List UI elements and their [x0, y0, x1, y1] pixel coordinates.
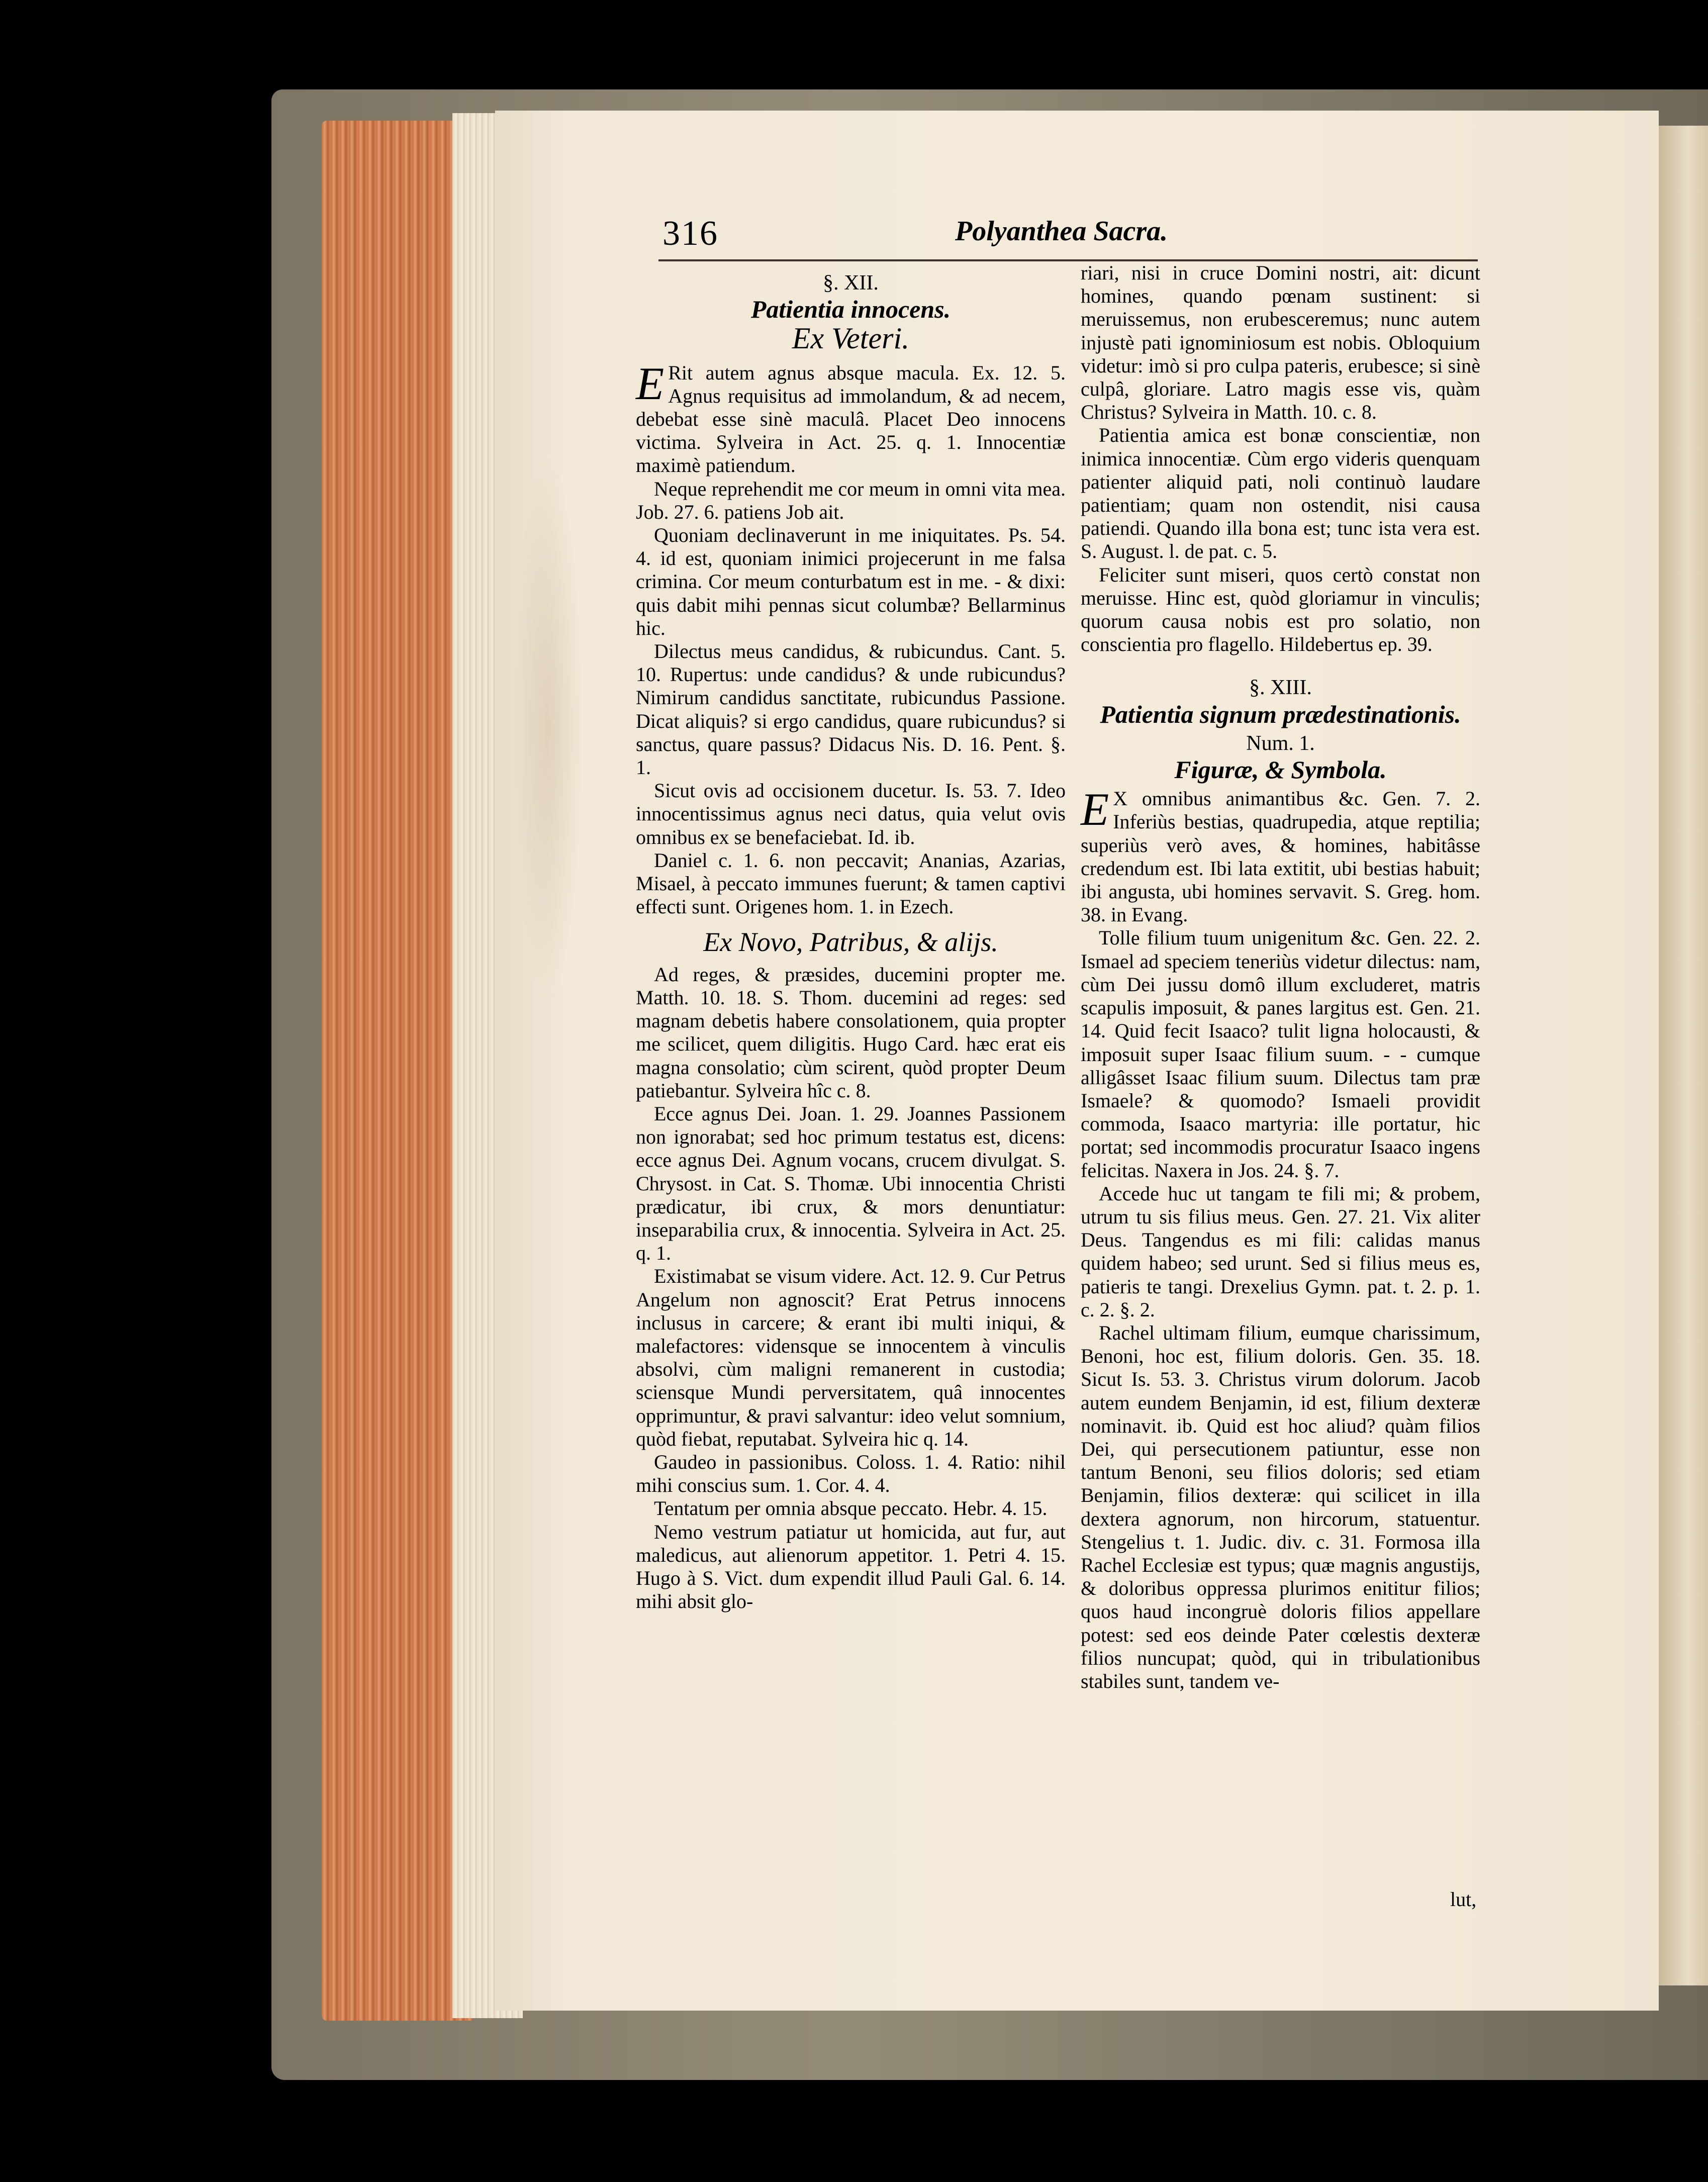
paragraph: Rachel ultimam filium, eumque charissimum, Benoni, hoc est, filium doloris. Gen. 35. 18. Sicut Is. 53. 3. Christus virum dolorum. Jacob autem eundem Benjamin, id est, filium dexteræ nominavit. ib. Quid est hoc aliud? quàm filios Dei, qui persecutionem patiuntur, esse non tantum Benoni, seu filios doloris; sed etiam Benjamin, filios dexteræ: qui scilicet in illa dextera agnorum, non hircorum, statuentur. Stengelius t. 1. Judic. div. c. 31. Formosa illa Rachel Ecclesiæ est typus; quæ magnis angustijs, & doloribus oppressa plurimos enititur filios; quos haud incongruè doloris filios appellare potest: sed eos deinde Pater cœlestis dexteræ filios nuncupat; quòd, qui in tribulationibus stabiles sunt, tandem ve- — [1081, 1321, 1480, 1692]
paragraph: Existimabat se visum videre. Act. 12. 9. Cur Petrus Angelum non agnoscit? Erat Petrus innocens inclusus in carcere; & erant ibi multi iniqui, & malefactores: vidensque se innocentem à vinculis absolvi, cùm maligni remanerent in custodia; sciensque Mundi perversitatem, quâ innocentes opprimuntur, & pravi salvantur: ideo velut somnium, quòd fiebat, reputabat. Sylveira hic q. 14. — [636, 1265, 1066, 1450]
running-title: Polyanthea Sacra. — [955, 216, 1168, 247]
paragraph: Dilectus meus candidus, & rubicundus. Cant. 5. 10. Rupertus: unde candidus? & unde rubicundus? Nimirum candidus sanctitate, rubicundus Passione. Dicat aliquis? si ergo candidus, quare rubicundus? si sanctus, quare passus? Didacus Nis. D. 16. Pent. §. 1. — [636, 640, 1066, 779]
paragraph: Gaudeo in passionibus. Coloss. 1. 4. Ratio: nihil mihi conscius sum. 1. Cor. 4. 4. — [636, 1450, 1066, 1497]
paragraph-text: Rit autem agnus absque macula. Ex. 12. 5. Agnus requisitus ad immolandum, & ad necem, debebat esse sinè maculâ. Placet Deo innocens victima. Sylveira in Act. 25. q. 1. Innocentiæ maximè patiendum. — [636, 361, 1066, 477]
paragraph: Daniel c. 1. 6. non peccavit; Ananias, Azarias, Misael, à peccato immunes fuerunt; & tamen captivi effecti sunt. Origenes hom. 1. in Ezech. — [636, 848, 1066, 918]
page-stain — [513, 452, 583, 1005]
paragraph: Nemo vestrum patiatur ut homicida, aut fur, aut maledicus, aut alienorum appetitor. 1. Petri 4. 15. Hugo à S. Vict. dum expendit illud Pauli Gal. 6. 14. mihi absit glo- — [636, 1520, 1066, 1613]
facing-page-edge — [1659, 126, 1708, 1985]
paragraph: Accede huc ut tangam te fili mi; & probem, utrum tu sis filius meus. Gen. 27. 21. Vix aliter Deus. Tangendus es mi fili: calidas manus quidem habeo; sed urunt. Sed si filius meus es, patieris te tangi. Drexelius Gymn. pat. t. 2. p. 1. c. 2. §. 2. — [1081, 1182, 1480, 1321]
page-number: 316 — [662, 214, 718, 253]
paragraph-text: X omnibus animantibus &c. Gen. 7. 2. Inferiùs bestias, quadrupedia, atque reptilia; superiùs verò aves, & homines, habitâsse credendum est. Ibi lata extitit, ubi bestias habuit; ibi angusta, ubi homines servavit. S. Greg. hom. 38. in Evang. — [1081, 787, 1480, 926]
paragraph: Quoniam declinaverunt in me iniquitates. Ps. 54. 4. id est, quoniam inimici projecerunt in me falsa crimina. Cor meum conturbatum est in me. - & dixi: quis dabit mihi pennas sicut columbæ? Bellarminus hic. — [636, 524, 1066, 639]
paragraph: riari, nisi in cruce Domini nostri, ait: dicunt homines, quando pœnam sustinent: si meruissemus, non erubesceremus; nunc autem injustè pati ignominiosum est nobis. Obloquium videtur: imò si pro culpa pateris, erubesce; si sinè culpâ, gloriare. Latro magis esse vis, quàm Christus? Sylveira in Matth. 10. c. 8. — [1081, 261, 1480, 424]
section-number: §. XII. — [823, 271, 879, 295]
paragraph — [1081, 784, 1480, 926]
paragraph: Ecce agnus Dei. Joan. 1. 29. Joannes Passionem non ignorabat; sed hoc primum testatus est, dicens: ecce agnus Dei. Agnum vocans, crucem divulgat. S. Chrysost. in Cat. S. Thomæ. Ubi innocentia Christi prædicatur, ibi crux, & mors denuntiatur: inseparabilia crux, & innocentia. Sylveira in Act. 25. q. 1. — [636, 1102, 1066, 1265]
paragraph: Patientia amica est bonæ conscientiæ, non inimica innocentiæ. Cùm ergo videris quenquam patienter aliquid pati, noli continuò laudare patientiam; quam non ostendit, nisi causa patiendi. Quando illa bona est; tunc ista vera est. S. August. l. de pat. c. 5. — [1081, 424, 1480, 563]
section-title: Patientia signum prædestinationis. — [1100, 700, 1461, 728]
drop-cap: E — [636, 357, 665, 409]
paragraph: Tentatum per omnia absque peccato. Hebr. 4. 15. — [654, 1497, 1048, 1520]
page-edges — [322, 121, 472, 2021]
left-column — [636, 261, 1066, 1613]
subhead-old-testament: Ex Veteri. — [792, 322, 910, 355]
section-title: Patientia innocens. — [750, 295, 951, 324]
catchword: lut, — [1450, 1888, 1477, 1911]
paragraph: Sicut ovis ad occisionem ducetur. Is. 53. 7. Ideo innocentissimus agnus neci datus, quia velut ovis omnibus ex se benefaciebat. Id. ib. — [636, 779, 1066, 848]
paragraph — [636, 357, 1066, 478]
paragraph: Neque reprehendit me cor meum in omni vita mea. Job. 27. 6. patiens Job ait. — [636, 477, 1066, 523]
drop-cap: E — [1081, 784, 1109, 835]
paragraph: Feliciter sunt miseri, quos certò constat non meruisse. Hinc est, quòd gloriamur in vinculis; quorum causa nobis est pro solatio, non conscientia pro flagello. Hildebertus ep. 39. — [1081, 563, 1480, 656]
subhead-figures: Figuræ, & Symbola. — [1174, 755, 1387, 784]
section-number: §. XIII. — [1249, 676, 1312, 700]
number-label: Num. 1. — [1246, 731, 1315, 755]
paragraph: Ad reges, & præsides, ducemini propter me. Matth. 10. 18. S. Thom. ducemini ad reges: sed magnam debetis habere consolationem, quia propter me scilicet, quem diligitis. Hugo Card. hæc erat eis magna consolatio; cùm scirent, quòd propter Deum patiebantur. Sylveira hîc c. 8. — [636, 963, 1066, 1102]
right-column — [1081, 261, 1480, 1693]
subhead-new-testament: Ex Novo, Patribus, & alijs. — [703, 927, 998, 958]
paragraph: Tolle filium tuum unigenitum &c. Gen. 22. 2. Ismael ad speciem teneriùs videtur dilectus: nam, cùm Dei jussu domô illum excluderet, matris scapulis imposuit, & panes largitus est. Gen. 21. 14. Quid fecit Isaaco? tulit ligna holocausti, & imposuit super Isaac filium suum. - - cumque alligâsset Isaac filium suum. Dilectus tam præ Ismaele? & quomodo? Ismaeli providit commoda, Isaaco martyria: ille portatur, hic portat; sed incommodis procuratur Isaaco ingens felicitas. Naxera in Jos. 24. §. 7. — [1081, 926, 1480, 1182]
